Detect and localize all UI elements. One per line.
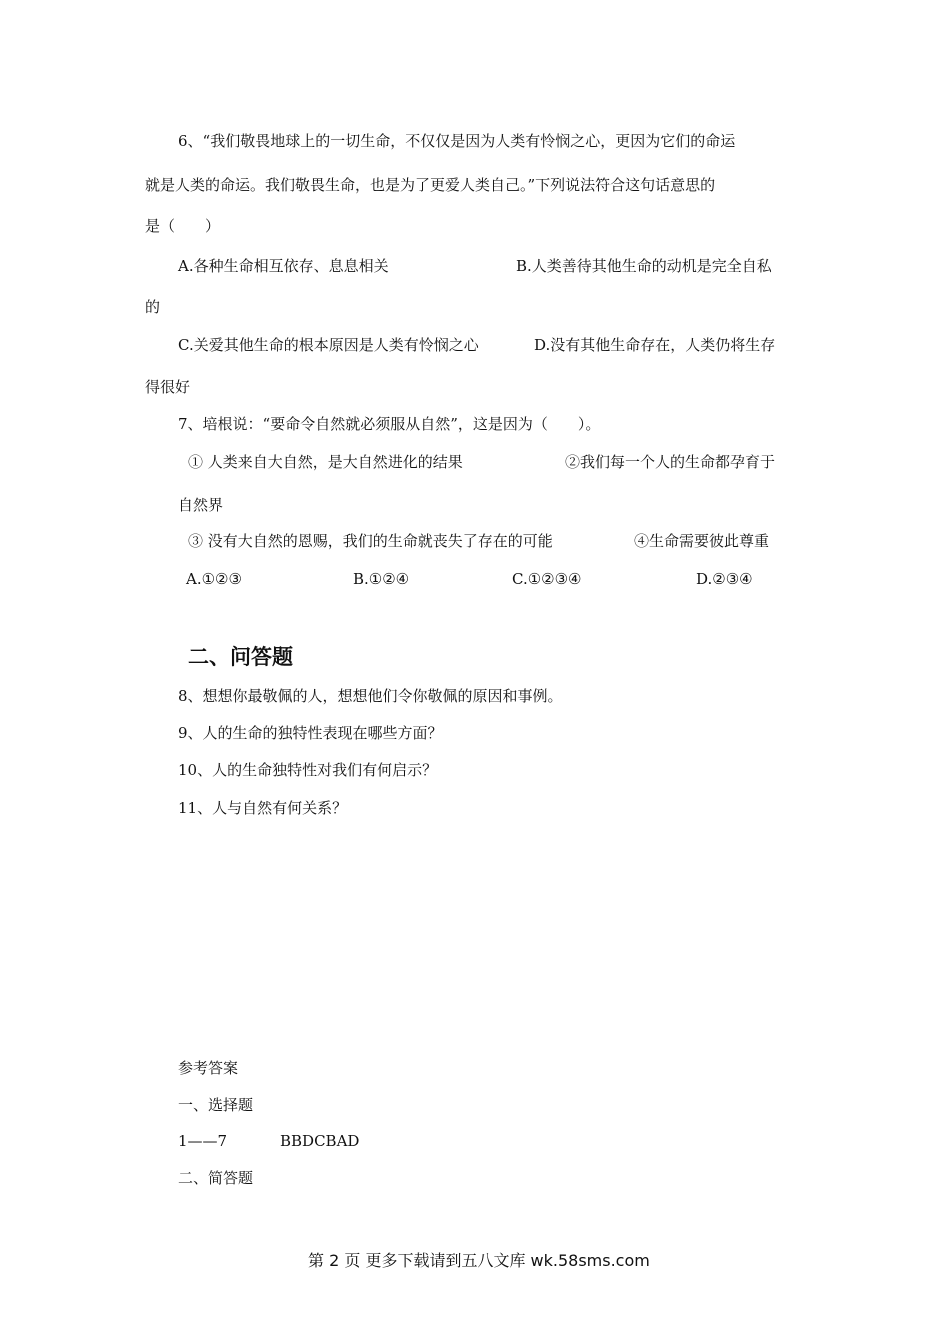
q7-item-3: ③ 没有大自然的恩赐，我们的生命就丧失了存在的可能: [188, 532, 553, 550]
q6-stem-line3: 是（ ）: [145, 217, 221, 235]
question-10: 10、人的生命独特性对我们有何启示？: [178, 761, 438, 779]
q6-option-b-cont: 的: [145, 298, 161, 316]
answers-range: 1——7: [178, 1132, 228, 1150]
q7-choice-c: C.①②③④: [512, 570, 582, 588]
q7-item-4: ④生命需要彼此尊重: [634, 532, 770, 550]
page-footer: 第 2 页 更多下载请到五八文库 wk.58sms.com: [308, 1251, 650, 1270]
question-8: 8、想想你最敬佩的人，想想他们令你敬佩的原因和事例。: [178, 687, 563, 705]
section-title: 二、问答题: [188, 645, 293, 669]
q7-choice-a: A.①②③: [186, 570, 242, 588]
q7-item-1: ① 人类来自大自然，是大自然进化的结果: [188, 453, 463, 471]
q6-option-c: C.关爱其他生命的根本原因是人类有怜悯之心: [178, 336, 479, 354]
q7-item-2: ②我们每一个人的生命都孕育于: [565, 453, 776, 471]
q6-option-b: B.人类善待其他生命的动机是完全自私: [516, 257, 772, 275]
answers-part-2: 二、简答题: [178, 1169, 254, 1187]
answers-part-1: 一、选择题: [178, 1096, 254, 1114]
q7-stem: 7、培根说：“要命令自然就必须服从自然”，这是因为（ ）。: [178, 415, 601, 433]
q7-item-2-cont: 自然界: [178, 496, 224, 514]
q7-choice-b: B.①②④: [353, 570, 410, 588]
q7-choice-d: D.②③④: [696, 570, 753, 588]
q6-option-d: D.没有其他生命存在，人类仍将生存: [534, 336, 776, 354]
q6-option-a: A.各种生命相互依存、息息相关: [178, 257, 389, 275]
answers-title: 参考答案: [178, 1059, 239, 1077]
q6-stem-line2: 就是人类的命运。我们敬畏生命，也是为了更爱人类自己。”下列说法符合这句话意思的: [145, 176, 716, 194]
question-9: 9、人的生命的独特性表现在哪些方面？: [178, 724, 443, 742]
question-11: 11、人与自然有何关系？: [178, 799, 348, 817]
q6-stem-line1: 6、“我们敬畏地球上的一切生命，不仅仅是因为人类有怜悯之心，更因为它们的命运: [178, 132, 736, 150]
answers-key: BBDCBAD: [280, 1132, 360, 1150]
q6-option-d-cont: 得很好: [145, 378, 191, 396]
